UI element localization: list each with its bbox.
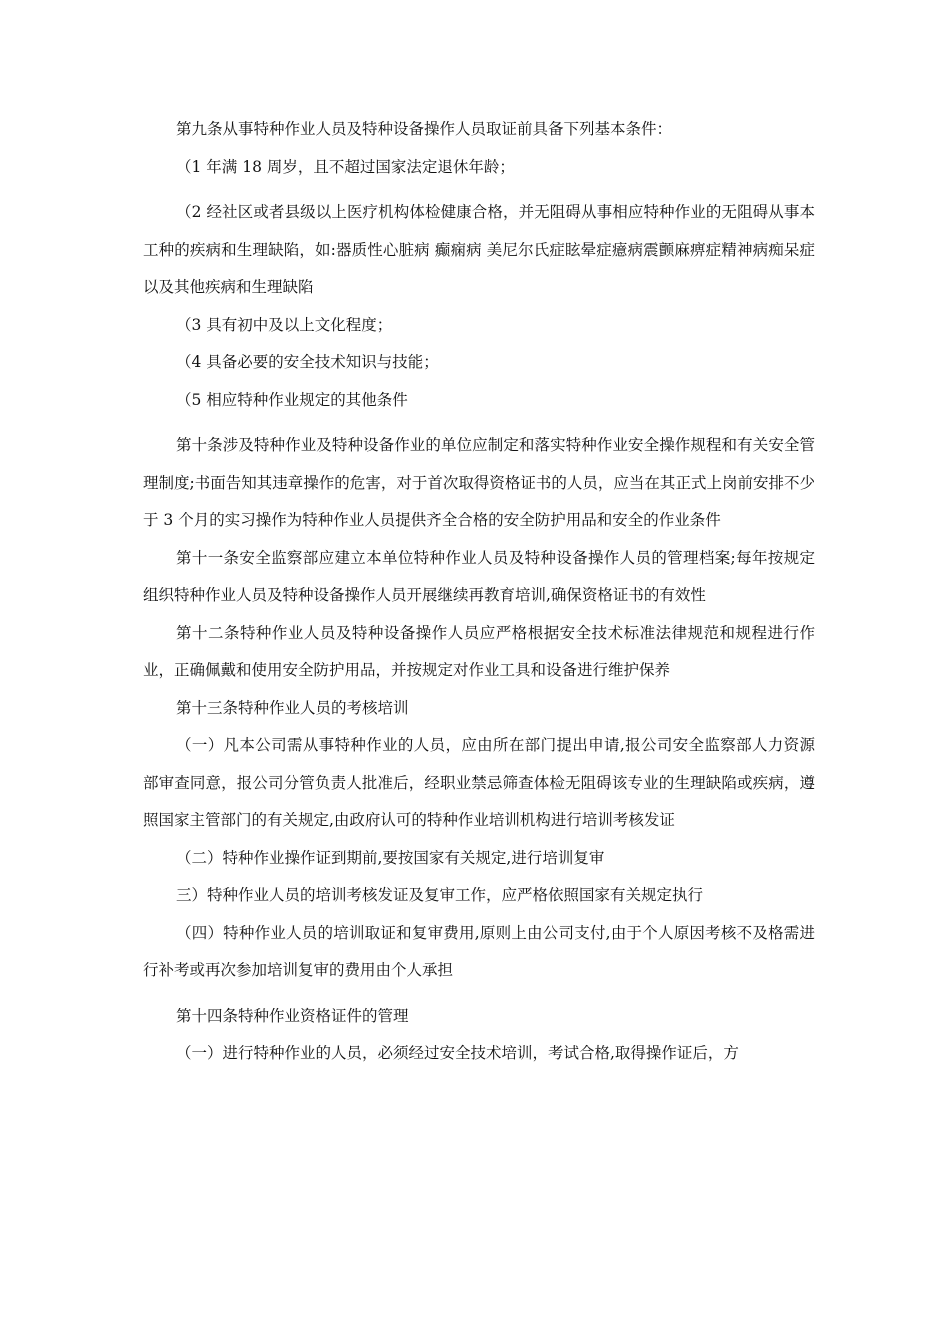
article-13-heading: 第十三条特种作业人员的考核培训 <box>176 698 409 717</box>
article-9-item-1: （1 年满 18 周岁，且不超过国家法定退休年龄； <box>176 157 515 176</box>
article-13-item-2: （二）特种作业操作证到期前,要按国家有关规定,进行培训复审 <box>176 848 605 867</box>
article-9-item-2: （2 经社区或者县级以上医疗机构体检健康合格，并无阻碍从事相应特种作业的无阻碍从事本工种的疾病和生理缺陷，如:器质性心脏病 癫痫病 美尼尔氏症眩晕症癔病震颤麻痹症精神病痴呆症以及其他疾病和生理缺陷 <box>143 203 815 296</box>
article-9-item-4: （4 具备必要的安全技术知识与技能； <box>176 353 439 371</box>
article-9-item-5: （5 相应特种作业规定的其他条件 <box>176 390 408 409</box>
article-9-heading: 第九条从事特种作业人员及特种设备操作人员取证前具备下列基本条件： <box>176 120 673 138</box>
article-9-item-3: （3 具有初中及以上文化程度； <box>176 315 393 334</box>
article-11-paragraph: 第十一条安全监察部应建立本单位特种作业人员及特种设备操作人员的管理档案;每年按规定组织特种作业人员及特种设备操作人员开展继续再教育培训,确保资格证书的有效性 <box>143 548 815 604</box>
article-13-item-4: （四）特种作业人员的培训取证和复审费用,原则上由公司支付,由于个人原因考核不及格需进行补考或再次参加培训复审的费用由个人承担 <box>143 923 815 979</box>
article-14-heading: 第十四条特种作业资格证件的管理 <box>176 1006 409 1025</box>
article-13-item-1: （一）凡本公司需从事特种作业的人员，应由所在部门提出申请,报公司安全监察部人力资源部审查同意，报公司分管负责人批准后，经职业禁忌筛查体检无阻碍该专业的生理缺陷或疾病，遵照国家主管部门的有关规定,由政府认可的特种作业培训机构进行培训考核发证 <box>143 736 815 829</box>
article-13-item-3: 三）特种作业人员的培训考核发证及复审工作，应严格依照国家有关规定执行 <box>176 886 704 904</box>
article-14-item-1: （一）进行特种作业的人员，必须经过安全技术培训，考试合格,取得操作证后，方 <box>176 1044 739 1062</box>
article-12-paragraph: 第十二条特种作业人员及特种设备操作人员应严格根据安全技术标准法律规范和规程进行作业，正确佩戴和使用安全防护用品，并按规定对作业工具和设备进行维护保养 <box>143 623 815 679</box>
document-body <box>143 111 815 1073</box>
article-10-paragraph: 第十条涉及特种作业及特种设备作业的单位应制定和落实特种作业安全操作规程和有关安全管理制度;书面告知其违章操作的危害，对于首次取得资格证书的人员，应当在其正式上岗前安排不少于 3 个月的实习操作为特种作业人员提供齐全合格的安全防护用品和安全的作业条件 <box>143 436 815 529</box>
